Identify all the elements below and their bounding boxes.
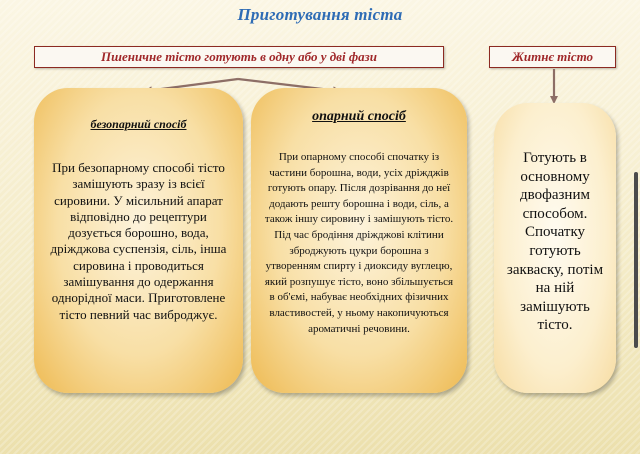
bezoparnyi-heading: безопарний спосіб [90,117,187,131]
wheat-dough-phase-label: Пшеничне тісто готують в одну або у дві фази [101,49,377,64]
bezoparnyi-description: При безопарному способі тісто замішують зразу із всієї сировини. У місильний апарат відповідно до рецептури дозується борошно, вода, дріжджова суспензія, сіль, інша сировина і проводиться замішування до одержання однорідної маси. Приготовлене тісто певний час виброджує. [50,160,227,322]
rye-dough-label: Житнє тісто [511,49,594,64]
oparnyi-method-card [251,88,467,393]
rye-method-card [494,103,616,393]
slide-title: Приготування тіста [237,5,403,24]
rye-description: Готують в основному двофазним способом. Спочатку готують закваску, потім на ній замішують тісто. [506,150,604,334]
wheat-dough-phase-box [34,46,444,68]
scrollbar[interactable] [634,172,638,348]
oparnyi-description: При опарному способі спочатку із частини борошна, води, усіх дріжджів готують опару. Після дозрівання до неї додають решту борошна і води, сіль, а також іншу сировину і замішують тісто. Під час бродіння дріжджові клітини зброджують цукри борошна з утворенням спирту і диоксиду вуглецю, який розпушує тісто, воно збільшується в об'ємі, набуває необхідних фізичних властивостей, у ньому накопичуються ароматичні речовини. [264,151,454,335]
oparnyi-heading: опарний спосіб [312,109,406,124]
bezoparnyi-method-card [34,88,243,393]
rye-dough-box [489,46,616,68]
